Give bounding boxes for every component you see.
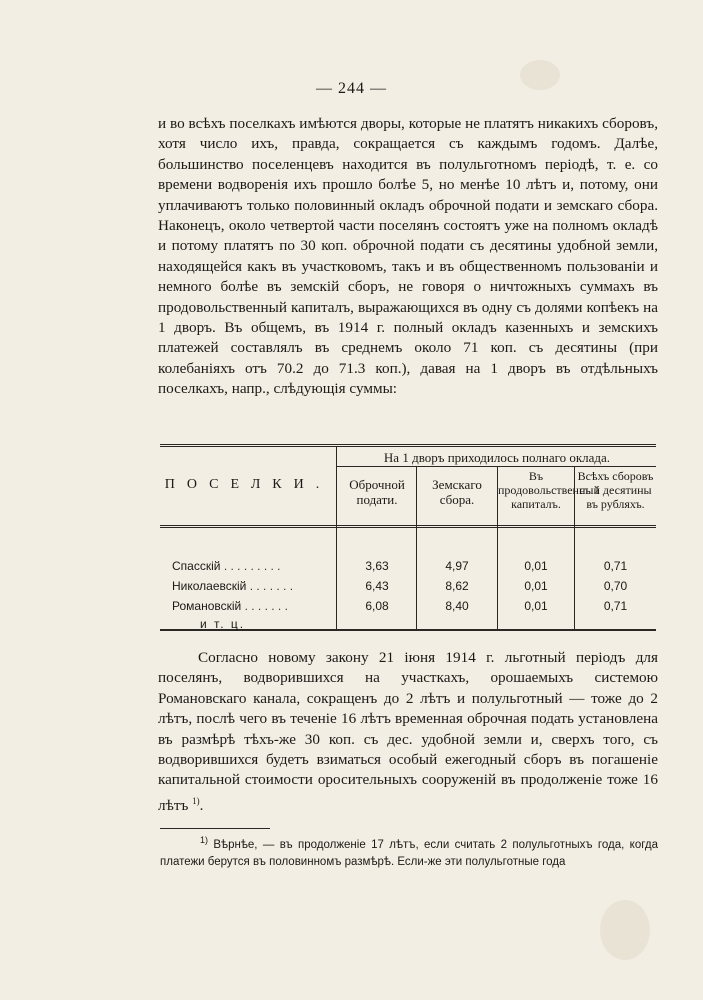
table-divider: [336, 447, 337, 629]
row-settlement-name: Спасскій . . . . . . . . .: [172, 559, 281, 573]
header-column: Въ продовольственный капиталъ.: [498, 469, 600, 511]
page-number: — 244 —: [316, 80, 387, 97]
table-cell: 3,63: [365, 559, 389, 573]
table-etc: и т. ц.: [200, 617, 246, 631]
paragraph-2: Согласно новому закону 21 іюня 1914 г. льготный періодъ для поселянъ, водворившихся на участкахъ, орошаемыхъ системою Романовскаго канала, сокращенъ до 2 лѣтъ и полульготный — тоже до 2 лѣтъ, послѣ чего въ теченіе 16 лѣтъ временная оброчная подать установлена въ размѣрѣ тѣхъ-же 30 коп. съ дес. удобной земли и, сверхъ того, съ водворившихся будетъ взиматься особый ежегодный сборъ въ погашеніе капитальной стоимости оросительныхъ сооруженій въ продолженіе тоже 16 лѣтъ $^{1)}$.: [158, 649, 658, 814]
row-settlement-name: Николаевскій . . . . . . .: [172, 579, 294, 593]
table-cell: 8,40: [445, 599, 469, 613]
header-span: На 1 дворъ приходилось полнаго оклада.: [383, 450, 611, 465]
payments-table: [160, 444, 656, 631]
header-column: Земскаго сбора.: [432, 477, 482, 507]
row-settlement-name: Романовскій . . . . . . .: [172, 599, 288, 613]
table-cell: 0,01: [524, 599, 548, 613]
header-column: Оброчной подати.: [349, 477, 405, 507]
table-cell: 6,43: [365, 579, 389, 593]
table-cell: 0,71: [603, 559, 628, 573]
table-cell: 6,08: [365, 599, 389, 613]
table-cell: 0,70: [603, 579, 628, 593]
table-cell: 0,01: [524, 559, 548, 573]
footnote: $^{1)}$ Вѣрнѣе, — въ продолженіе 17 лѣтъ, если считать 2 полульготныхъ года, когда платежи берутся въ половинномъ размѣрѣ. Если-же эти полульготные года: [160, 835, 658, 868]
paper-stain: [600, 900, 650, 960]
paragraph-1: и во всѣхъ поселкахъ имѣются дворы, которые не платятъ никакихъ сборовъ, хотя число ихъ, правда, сокращается съ каждымъ годомъ. Далѣе, большинство поселенцевъ находится въ полульготномъ періодѣ, т. е. со времени водворенія ихъ прошло болѣе 5, но менѣе 10 лѣтъ и, потому, они уплачиваютъ только половинный окладъ оброчной подати и земскаго сбора. Наконецъ, около четвертой части поселянъ состоятъ уже на полномъ окладѣ и потому платятъ по 30 коп. оброчной подати съ десятины удобной земли, находящейся какъ въ участковомъ, такъ и въ общественномъ пользованіи и немного болѣе въ земскій сборъ, не говоря о ничтожныхъ суммахъ въ продовольственный капиталъ, выражающихся въ одну съ долями копѣекъ на 1 дворъ. Въ общемъ, въ 1914 г. полный окладъ казенныхъ и земскихъ платежей составлялъ въ среднемъ около 71 коп. съ десятины (при колебаніяхъ отъ 70.2 до 71.3 коп.), давая на 1 дворъ въ отдѣльныхъ поселкахъ, напр., слѣдующія суммы:: [158, 115, 658, 398]
table-header-rule: [337, 466, 656, 467]
footnote-rule: [160, 828, 270, 829]
table-cell: 4,97: [445, 559, 469, 573]
table-cell: 0,71: [603, 599, 628, 613]
header-column: Всѣхъ сборовъ съ 1 десятины въ рубляхъ.: [577, 469, 654, 511]
table-header-rule: [160, 525, 656, 528]
header-settlements: ПОСЕЛКИ.: [164, 477, 332, 492]
table-cell: 8,62: [445, 579, 469, 593]
table-cell: 0,01: [524, 579, 548, 593]
footnote-reference: 1): [192, 795, 200, 806]
